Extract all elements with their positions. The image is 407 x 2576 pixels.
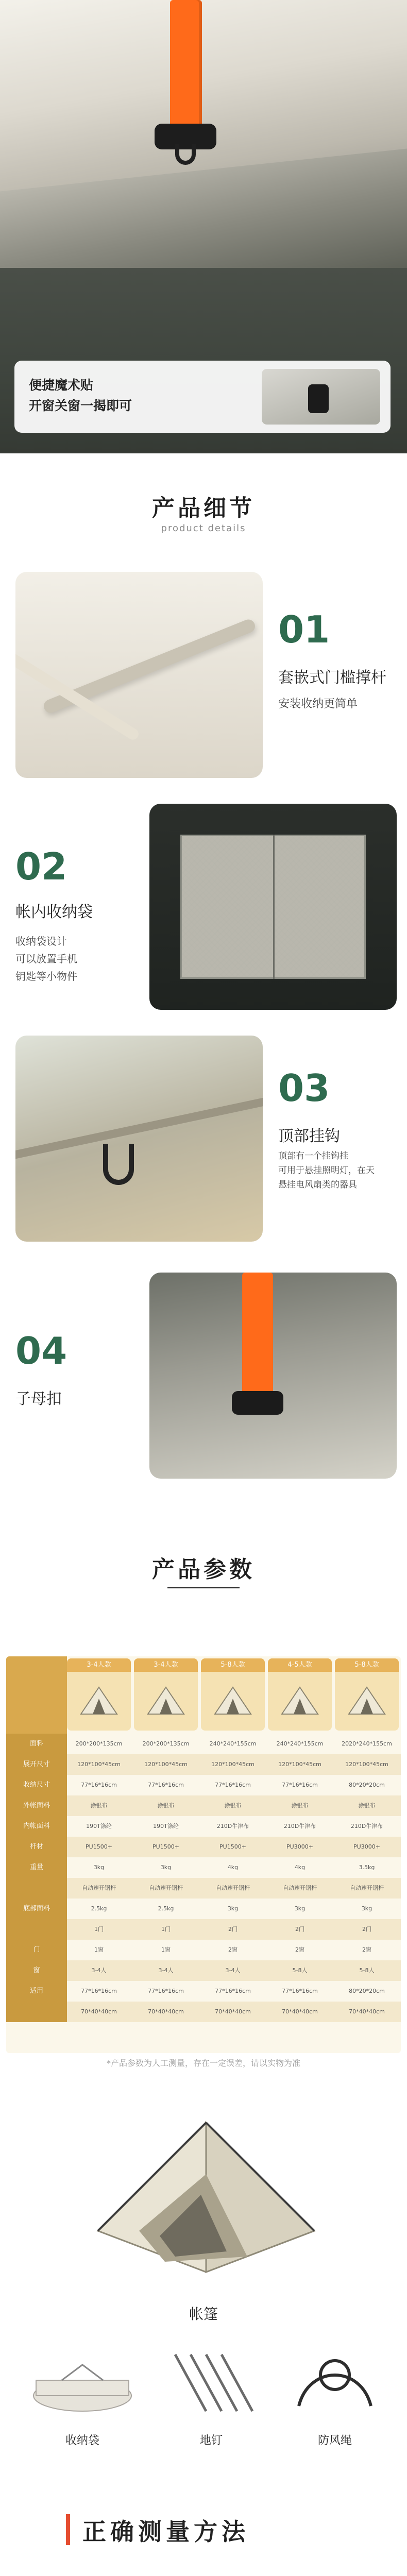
param-cell: 3kg: [160, 1864, 172, 1871]
param-cell: 190T涤纶: [86, 1823, 112, 1829]
param-cell: 77*16*16cm: [282, 1988, 318, 1994]
measure-title: 正确测量方法: [82, 2518, 249, 2546]
detail-desc: 顶部有一个挂钩挂 可用于悬挂照明灯，在天 悬挂电风扇类的器具: [278, 1151, 375, 1190]
param-cell: 涂银布: [157, 1802, 175, 1809]
param-cell: 200*200*135cm: [75, 1740, 123, 1747]
param-row-label: 收纳尺寸: [6, 1775, 67, 1795]
param-cell: 120*100*45cm: [278, 1761, 321, 1768]
param-cell: 3kg: [361, 1905, 372, 1912]
param-column-header: [335, 1658, 399, 1731]
param-row-label: [6, 1878, 67, 1899]
param-cell: 80*20*20cm: [349, 1988, 385, 1994]
measure-title-bar: [66, 2514, 70, 2545]
param-cell: 自动速开钢杆: [216, 1885, 250, 1891]
detail-name: 子母扣: [15, 1390, 62, 1408]
hero-caption-line1: 便捷魔术贴: [29, 378, 94, 393]
param-row-label: 适用: [6, 1981, 67, 2002]
param-row-label: 重量: [6, 1857, 67, 1878]
param-cell: 120*100*45cm: [144, 1761, 188, 1768]
param-row: [6, 1857, 401, 1878]
param-column-header: [67, 1658, 131, 1731]
param-cell: 120*100*45cm: [211, 1761, 255, 1768]
param-column-label: 3-4人款: [134, 1658, 198, 1672]
param-row-label: 杆材: [6, 1837, 67, 1857]
param-cell: 240*240*155cm: [276, 1740, 324, 1747]
param-cell: 70*40*40cm: [148, 2008, 184, 2015]
tent-illustration: [77, 2102, 335, 2287]
param-cell: 120*100*45cm: [345, 1761, 388, 1768]
tent-thumbnail-icon: [212, 1683, 253, 1719]
param-row-label: 门: [6, 1940, 67, 1960]
pocket-divider: [273, 835, 275, 979]
param-row: [6, 1837, 401, 1857]
param-cell: PU1500+: [152, 1843, 179, 1850]
param-cell: 77*16*16cm: [148, 1988, 184, 1994]
hero-caption-line2: 开窗关窗一揭即可: [29, 398, 132, 413]
param-cell: 2.5kg: [158, 1905, 174, 1912]
param-cell: 2门: [228, 1926, 238, 1933]
param-corner: [6, 1656, 67, 1734]
hero-banner: [0, 0, 407, 453]
param-row-label: 面料: [6, 1734, 67, 1754]
param-cell: 2窗: [362, 1946, 371, 1953]
param-cell: PU1500+: [219, 1843, 246, 1850]
param-cell: 77*16*16cm: [282, 1782, 318, 1788]
param-row-label: 展开尺寸: [6, 1754, 67, 1775]
param-cell: 3-4人: [91, 1967, 107, 1974]
param-cell: 77*16*16cm: [148, 1782, 184, 1788]
param-row: [6, 1940, 401, 1960]
param-cell: 自动速开钢杆: [82, 1885, 116, 1891]
detail-number: 04: [15, 1329, 67, 1372]
param-cell: 77*16*16cm: [215, 1988, 251, 1994]
param-column-header: [268, 1658, 332, 1731]
param-row: [6, 1878, 401, 1899]
param-cell: PU1500+: [86, 1843, 112, 1850]
param-row: [6, 1816, 401, 1837]
detail-name: 顶部挂钩: [278, 1127, 340, 1145]
hook-icon: [103, 1144, 134, 1185]
param-cell: 涂银布: [291, 1802, 309, 1809]
param-row: [6, 1919, 401, 1940]
param-cell: 70*40*40cm: [215, 2008, 251, 2015]
param-cell: 4kg: [227, 1864, 239, 1871]
param-note: *产品参数为人工测量，存在一定误差，请以实物为准: [106, 2058, 300, 2068]
param-cell: 4kg: [294, 1864, 306, 1871]
orange-strap: [242, 1273, 273, 1396]
details-title: 产品细节: [152, 495, 255, 521]
param-row: [6, 1960, 401, 1981]
orange-strap: [170, 0, 202, 129]
param-cell: 2.5kg: [91, 1905, 107, 1912]
param-cell: 190T涤纶: [153, 1823, 179, 1829]
storage-bag-illustration: [26, 2344, 139, 2421]
param-cell: 3.5kg: [359, 1864, 375, 1871]
param-row: [6, 1734, 401, 1754]
param-cell: 3-4人: [225, 1967, 241, 1974]
detail-image-pocket: [149, 804, 397, 1010]
param-cell: 240*240*155cm: [209, 1740, 257, 1747]
param-cell: 涂银布: [358, 1802, 376, 1809]
windproof-rope-illustration: [278, 2344, 392, 2421]
param-cell: 77*16*16cm: [81, 1782, 117, 1788]
param-row-label: [6, 1919, 67, 1940]
hero-thumbnail: [262, 369, 380, 425]
params-title: 产品参数: [152, 1556, 255, 1583]
velcro-clip-icon: [308, 384, 329, 413]
param-cell: 2020*240*155cm: [342, 1740, 392, 1747]
param-cell: 5-8人: [359, 1967, 375, 1974]
param-column-header: [201, 1658, 265, 1731]
param-cell: 3kg: [294, 1905, 306, 1912]
detail-number: 01: [278, 608, 330, 651]
accessory-label: 地钉: [199, 2434, 223, 2447]
param-row-label: 外帐面料: [6, 1795, 67, 1816]
param-row-label: 内帐面料: [6, 1816, 67, 1837]
param-row-label: [6, 2002, 67, 2022]
param-cell: 2门: [295, 1926, 304, 1933]
param-cell: 70*40*40cm: [282, 2008, 318, 2015]
param-cell: 1门: [94, 1926, 104, 1933]
param-column-label: 5-8人款: [335, 1658, 399, 1672]
detail-image-buckle: [149, 1273, 397, 1479]
param-cell: 1窗: [161, 1946, 171, 1953]
param-cell: 70*40*40cm: [81, 2008, 117, 2015]
param-column-label: 5-8人款: [201, 1658, 265, 1672]
param-cell: 3kg: [227, 1905, 239, 1912]
param-cell: 2窗: [228, 1946, 238, 1953]
tent-thumbnail-icon: [279, 1683, 320, 1719]
param-row-label: 底部面料: [6, 1899, 67, 1919]
accessory-label: 收纳袋: [65, 2434, 99, 2447]
param-row: [6, 1981, 401, 2002]
param-row-label: 窗: [6, 1960, 67, 1981]
param-cell: 3kg: [93, 1864, 105, 1871]
details-subtitle: product details: [161, 523, 246, 534]
tent-stakes-illustration: [155, 2344, 268, 2421]
param-cell: 210D牛津布: [283, 1823, 316, 1829]
param-table: [6, 1656, 401, 2053]
hero-caption: [29, 375, 132, 416]
param-cell: 2门: [362, 1926, 371, 1933]
param-cell: 80*20*20cm: [349, 1782, 385, 1788]
param-column-label: 3-4人款: [67, 1658, 131, 1672]
hero-caption-card: [14, 361, 391, 433]
detail-image-rail: [15, 572, 263, 778]
params-title-rule: [167, 1587, 240, 1588]
param-cell: 涂银布: [224, 1802, 242, 1809]
param-cell: 77*16*16cm: [215, 1782, 251, 1788]
detail-name: 帐内收纳袋: [15, 903, 93, 921]
detail-number: 03: [278, 1066, 330, 1110]
detail-desc: 安装收纳更简单: [278, 698, 358, 710]
param-cell: 120*100*45cm: [77, 1761, 121, 1768]
detail-number: 02: [15, 845, 67, 888]
hook-icon: [175, 144, 196, 165]
param-cell: 涂银布: [90, 1802, 108, 1809]
param-cell: 自动速开钢杆: [350, 1885, 384, 1891]
param-cell: 5-8人: [292, 1967, 308, 1974]
param-row: [6, 1775, 401, 1795]
param-cell: 2窗: [295, 1946, 304, 1953]
param-cell: 77*16*16cm: [81, 1988, 117, 1994]
param-cell: 1门: [161, 1926, 171, 1933]
accessory-label: 防风绳: [317, 2434, 352, 2447]
tent-thumbnail-icon: [346, 1683, 387, 1719]
tent-thumbnail-icon: [78, 1683, 120, 1719]
param-cell: 210D牛津布: [216, 1823, 249, 1829]
rod-shape: [15, 650, 141, 742]
param-row: [6, 1754, 401, 1775]
param-cell: PU3000+: [353, 1843, 380, 1850]
param-cell: 210D牛津布: [350, 1823, 383, 1829]
detail-name: 套嵌式门槛撑杆: [278, 669, 386, 687]
param-column-header: [134, 1658, 198, 1731]
param-cell: PU3000+: [286, 1843, 313, 1850]
tent-label: 帐篷: [189, 2306, 218, 2323]
tent-thumbnail-icon: [145, 1683, 186, 1719]
param-row: [6, 2002, 401, 2022]
detail-image-hook: [15, 1036, 263, 1242]
buckle-clip: [232, 1391, 283, 1415]
param-cell: 自动速开钢杆: [283, 1885, 317, 1891]
param-cell: 自动速开钢杆: [149, 1885, 183, 1891]
param-column-label: 4-5人款: [268, 1658, 332, 1672]
tent-ridge: [15, 1092, 263, 1162]
param-row: [6, 1795, 401, 1816]
detail-desc: 收纳袋设计 可以放置手机 钥匙等小物件: [15, 935, 77, 982]
param-cell: 200*200*135cm: [142, 1740, 190, 1747]
param-cell: 3-4人: [158, 1967, 174, 1974]
param-cell: 70*40*40cm: [349, 2008, 385, 2015]
param-table-header: [6, 1656, 401, 1734]
param-cell: 1窗: [94, 1946, 104, 1953]
param-row: [6, 1899, 401, 1919]
